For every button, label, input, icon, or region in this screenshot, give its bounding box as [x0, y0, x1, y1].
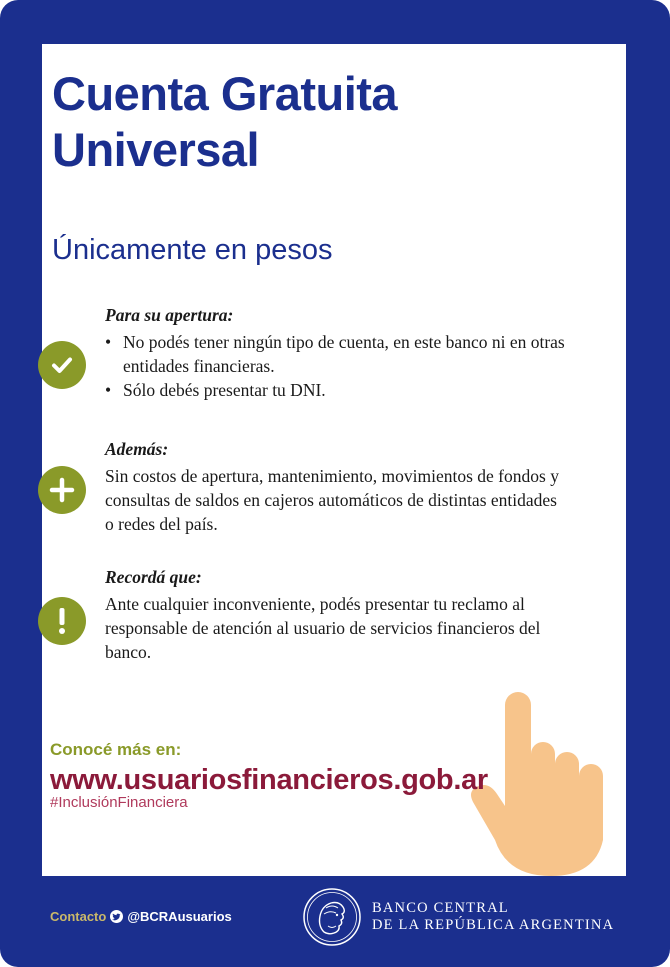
twitter-icon [110, 910, 123, 923]
hashtag-text: #InclusiónFinanciera [50, 794, 188, 811]
footer-contact [50, 909, 232, 924]
bank-brand [302, 886, 614, 948]
plus-icon [38, 466, 86, 514]
section-text: Ante cualquier inconveniente, podés presentar tu reclamo al responsable de atención al usuario de servicios financieros del banco. [105, 594, 541, 662]
bank-name [372, 900, 614, 934]
bank-name-line-2: DE LA REPÚBLICA ARGENTINA [372, 917, 615, 933]
website-link[interactable]: www.usuariosfinancieros.gob.ar [50, 764, 488, 796]
twitter-handle[interactable]: @BCRAusuarios [127, 909, 232, 924]
bullet-list [105, 330, 565, 402]
section-heading: Para su apertura: [105, 305, 234, 325]
bank-emblem-icon [302, 886, 362, 948]
section-text: Sin costos de apertura, mantenimiento, movimientos de fondos y consultas de saldos en cajeros automáticos de distintas entidades o redes del país. [105, 466, 559, 534]
exclamation-icon [38, 597, 86, 645]
bank-name-line-1: BANCO CENTRAL [372, 900, 509, 916]
section-additionally-body [105, 438, 565, 536]
check-icon [38, 341, 86, 389]
bullet-item: • No podés tener ningún tipo de cuenta, en este banco ni en otras entidades financieras. [105, 330, 565, 378]
section-heading: Además: [105, 439, 169, 459]
section-heading: Recordá que: [105, 567, 202, 587]
bullet-item: • Sólo debés presentar tu DNI. [105, 378, 565, 402]
contact-label: Contacto [50, 909, 107, 924]
section-remember-body [105, 566, 565, 664]
learn-more-label: Conocé más en: [50, 740, 182, 759]
title-line-1: Cuenta Gratuita [52, 67, 398, 120]
title-line-2: Universal [52, 123, 260, 176]
poster-subtitle: Únicamente en pesos [52, 234, 333, 266]
section-opening-body [105, 304, 565, 402]
poster-title [52, 66, 572, 178]
